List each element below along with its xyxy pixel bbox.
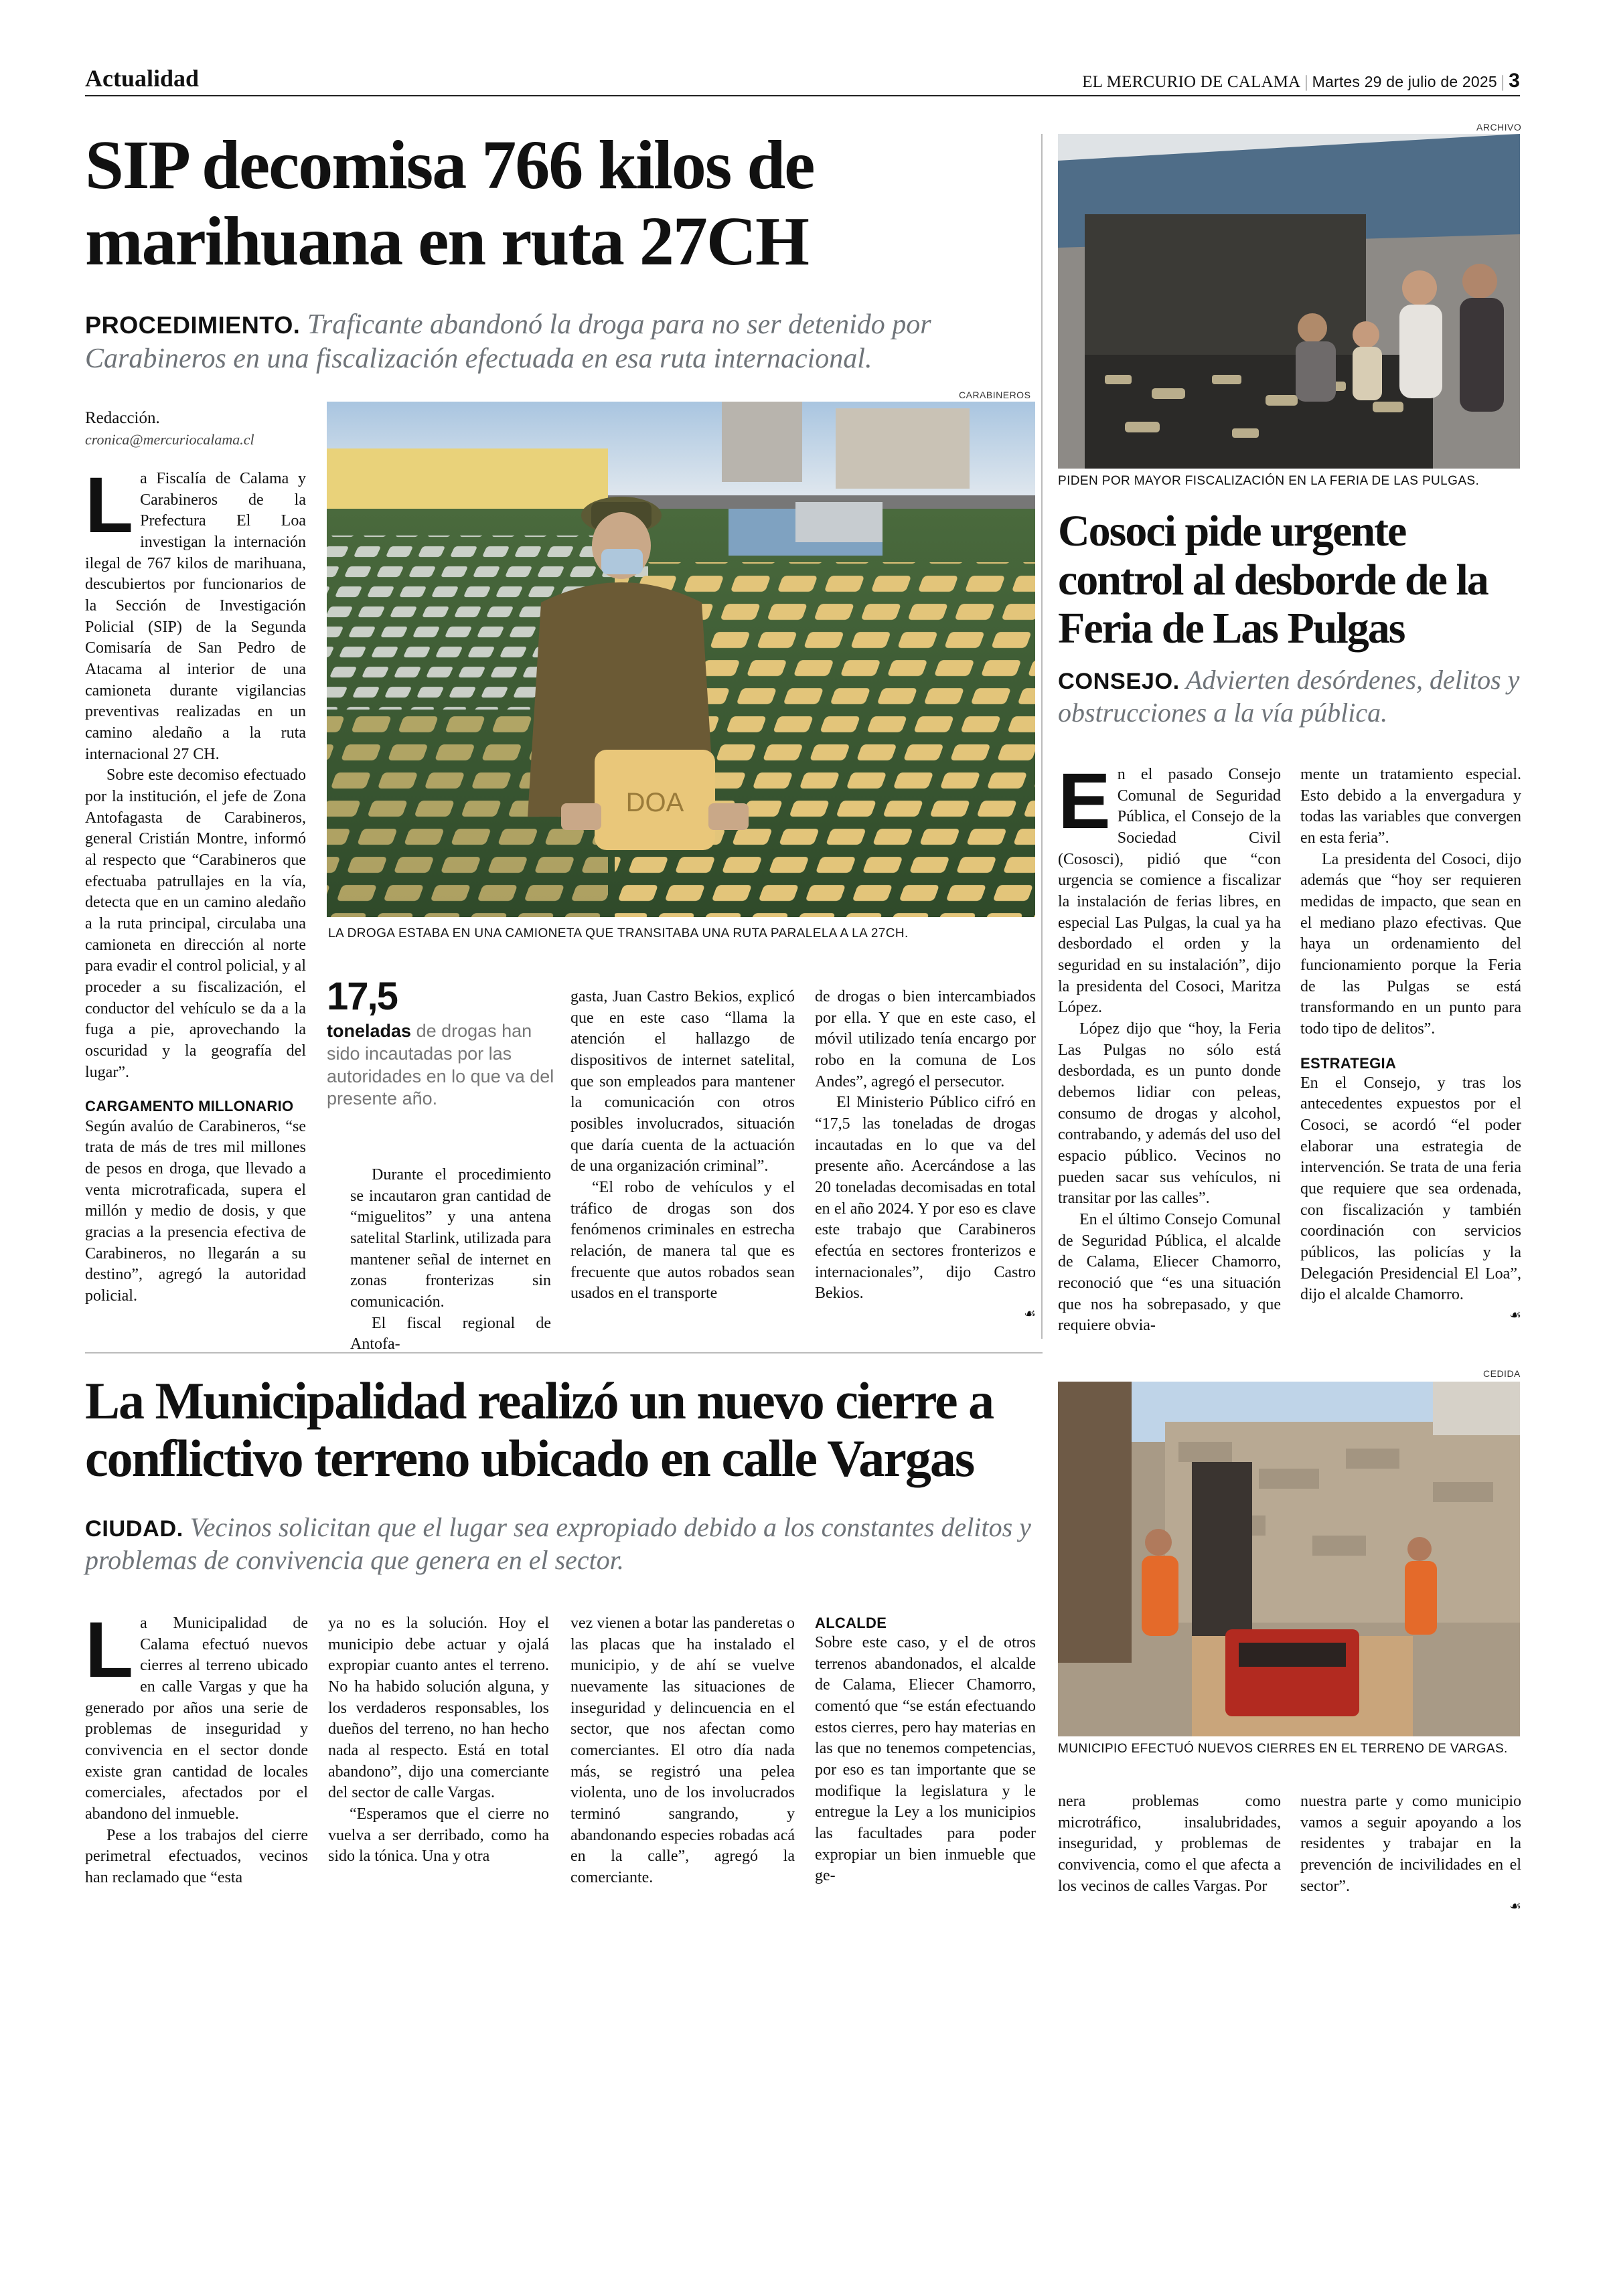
stat-callout [327, 977, 554, 1111]
paragraph [1058, 757, 1281, 1019]
paragraph [85, 461, 306, 765]
end-mark: ☙ [1509, 1898, 1521, 1914]
end-mark: ☙ [1509, 1307, 1521, 1323]
paragraph: En el último Consejo Comunal de Seguridad Pública, el alcalde de Calama, Eliecer Chamorro, reconoció que “es una situación que nos ha sobrepasado, y que requiere obvia- [1058, 1211, 1281, 1335]
flea-market-illustration [1058, 134, 1520, 469]
subhead: ALCALDE [815, 1615, 887, 1631]
photo-vargas-site [1058, 1382, 1520, 1736]
end-mark: ☙ [1024, 1305, 1036, 1322]
article-column [85, 461, 306, 1307]
paragraph: En el Consejo, y tras los antecedentes expuestos por el Cosoci, se acordó “el poder elaborar una estrategia de intervención. Se trata de una feria que requiere que sea ordenada, con fiscalización y también coordinación con servicios públicos, las policías y la Delegación Presidencial El Loa”, dijo el alcalde Chamorro. [1300, 1074, 1521, 1304]
kicker: CONSEJO. [1058, 669, 1180, 694]
article-column [1300, 1791, 1521, 1915]
deck-text: Advierten desórdenes, delitos y obstrucciones a la vía pública. [1058, 665, 1520, 728]
paragraph: vez vienen a botar las panderetas o las placas que ha instalado el municipio, y de ahí se vuelve nuevamente las situaciones de inseguridad y delincuencia en el sector, que nos afectan como comerciantes. El otro día nada más, se registró una pelea violenta, uno de los involucrados terminó sangrando, y abandonando especies robadas acá en la calle”, agregó la comerciante. [570, 1615, 795, 1887]
paragraph [85, 1606, 308, 1825]
paragraph-text: a Municipalidad de Calama efectuó nuevos cierres al terreno ubicado en calle Vargas y que ha generado por años una serie de problemas de inseguridad y convivencia en el sector donde existe gran cantidad de locales comerciales, afectados por el abandono del inmueble. [85, 1615, 308, 1823]
paragraph: Pese a los trabajos del cierre perimetral efectuados, vecinos han reclamado que “esta [85, 1826, 308, 1887]
drop-cap: E [1058, 757, 1111, 845]
deck-text: Vecinos solicitan que el lugar sea expropiado debido a los constantes delitos y problemas de convivencia que genera en el sector. [85, 1512, 1031, 1575]
kicker: CIUDAD. [85, 1516, 183, 1542]
paragraph: de drogas o bien intercambiados por ella. Y que en este caso, el móvil utilizado tenía encargo por robo en la comuna de Los Andes”, agregó el persecutor. [815, 988, 1036, 1090]
issue-date: Martes 29 de julio de 2025 [1312, 73, 1497, 90]
article-column [1058, 757, 1281, 1337]
article-column [350, 1165, 551, 1356]
paragraph: Según avalúo de Carabineros, “se trata de más de tres mil millones de pesos en droga, que llevado a venta microtraficada, supera el millón y medio de dosis, y que gracias a la presencia efectiva de Carabineros, no llegarán a su destino”, agregó la autoridad policial. [85, 1117, 306, 1305]
deck-municipalidad [85, 1511, 1056, 1577]
paragraph: nera problemas como microtráfico, insalubridades, inseguridad, y problemas de convivencia, como el que afecta a los vecinos de calles Vargas. Por [1058, 1793, 1281, 1895]
package-text: DOA [625, 788, 684, 817]
byline-name: Redacción. [85, 409, 160, 427]
section-divider [85, 1352, 1043, 1354]
photo-caption: PIDEN POR MAYOR FISCALIZACIÓN EN LA FERIA DE LAS PULGAS. [1058, 474, 1480, 488]
photo-credit: CEDIDA [1483, 1368, 1521, 1379]
masthead-separator: | [1304, 73, 1308, 91]
column-divider [1041, 134, 1043, 1339]
stat-number: 17,5 [327, 975, 397, 1018]
deck-cosoci [1058, 664, 1527, 730]
photo-flea-market [1058, 134, 1520, 469]
paragraph: Durante el procedimiento se incautaron gran cantidad de “miguelitos” y una antena satelital Starlink, utilizada para mantener señal de internet en zonas fronterizas sin comunicación. [350, 1166, 551, 1311]
paragraph: López dijo que “hoy, la Feria Las Pulgas no sólo está desbordada, es un punto donde debemos lidiar con peleas, consumo de drogas y alcohol, contrabando, y además del uso del espacio público. Vecinos no pueden sacar sus vehículos, ni transitar por las calles”. [1058, 1020, 1281, 1208]
paragraph: “Esperamos que el cierre no vuelva a ser derribado, como ha sido la tónica. Una y otra [328, 1805, 549, 1866]
paragraph: Sobre este caso, y el de otros terrenos abandonados, el alcalde de Calama, Eliecer Chamorro, comentó que “se están efectuando estos cierres, pero hay materias en las que no tenemos competencias, por eso es tan importante que se modifique la legislatura y le entregue la Ley a los municipios las facultades para poder expropiar un bien inmueble que ge- [815, 1634, 1036, 1885]
photo-caption: MUNICIPIO EFECTUÓ NUEVOS CIERRES EN EL TERRENO DE VARGAS. [1058, 1742, 1508, 1756]
byline-email[interactable]: cronica@mercuriocalama.cl [85, 430, 254, 448]
headline-sip: SIP decomisa 766 kilos de marihuana en ruta 27CH [85, 127, 814, 280]
kicker: PROCEDIMIENTO. [85, 311, 301, 339]
paragraph: nuestra parte y como municipio vamos a seguir apoyando a los residentes y trabajar en la prevención de incivilidades en el sector”. [1300, 1793, 1521, 1895]
newspaper-name: EL MERCURIO DE CALAMA [1082, 73, 1301, 91]
article-column [815, 987, 1036, 1322]
article-column [1300, 764, 1521, 1324]
article-column [815, 1613, 1036, 1887]
subhead: ESTRATEGIA [1300, 1054, 1397, 1072]
masthead-separator: | [1501, 73, 1505, 91]
photo-caption: LA DROGA ESTABA EN UNA CAMIONETA QUE TRANSITABA UNA RUTA PARALELA A LA 27CH. [328, 926, 909, 940]
paragraph: mente un tratamiento especial. Esto debido a la envergadura y todas las variables que convergen en esta feria”. [1300, 766, 1521, 847]
photo-drug-seizure [327, 402, 1035, 917]
stat-bold: toneladas [327, 1021, 412, 1041]
paragraph: gasta, Juan Castro Bekios, explicó que en este caso “llama la atención el hallazgo de dispositivos de internet satelital, que son empleados para mantener la comunicación con otros posibles involucrados, situación que daría cuenta de la actuación de una organización criminal”. [570, 988, 795, 1175]
masthead [1082, 70, 1520, 92]
section-label: Actualidad [85, 65, 200, 92]
photo-credit: ARCHIVO [1476, 122, 1522, 133]
deck-text: Traficante abandonó la droga para no ser detenido por Carabineros en una fiscalización efectuada en esa ruta internacional. [85, 309, 931, 375]
headline-cosoci: Cosoci pide urgente control al desborde de la Feria de Las Pulgas [1058, 507, 1488, 653]
article-column [570, 987, 795, 1305]
drop-cap: L [85, 1606, 134, 1694]
deck-sip [85, 308, 1009, 376]
paragraph: El fiscal regional de Antofa- [350, 1314, 551, 1354]
paragraph: La presidenta del Cosoci, dijo además que “hoy ser requieren medidas de impacto, que sean en el mediano plazo efectivas. Que haya un ordenamiento del funcionamiento porque la Feria de las Pulgas se está transformando en un punto para todo tipo de delitos”. [1300, 850, 1521, 1038]
paragraph: “El robo de vehículos y el tráfico de drogas son dos fenómenos criminales en estrecha relación, de manera tal que es frecuente que autos robados sean usados en el transporte [570, 1179, 795, 1303]
stat-text [327, 1020, 554, 1111]
drop-cap: L [85, 461, 134, 550]
paragraph-text: n el pasado Consejo Comunal de Seguridad Pública, el Consejo de la Sociedad Civil (Cososci), pidió que “con urgencia se comience a fiscalizar la instalación de ferias libres, en especial Las Pulgas, la cual ya ha desbordado el orden y la seguridad en su instalación”, dijo la presidenta del Cosoci, Maritza López. [1058, 766, 1281, 1017]
paragraph: El Ministerio Público cifró en “17,5 las toneladas de drogas incautadas en lo que va del presente año. Acercándose a las 20 toneladas decomisadas en total en el año 2024. Y por eso es clave este trabajo que Carabineros efectúa en sectores fronterizos e internacionales”, dijo Castro Bekios. [815, 1094, 1036, 1303]
article-column [1058, 1791, 1281, 1897]
vargas-site-illustration [1058, 1382, 1520, 1736]
headline-municipalidad: La Municipalidad realizó un nuevo cierre a conflictivo terreno ubicado en calle Vargas [85, 1372, 994, 1487]
stat-description: de drogas han sido incautadas por las autoridades en lo que va del presente año. [327, 1021, 554, 1109]
article-column [328, 1613, 549, 1868]
article-column [570, 1613, 795, 1889]
header-rule [85, 95, 1520, 96]
paragraph: Sobre este decomiso efectuado por la institución, el jefe de Zona Antofagasta de Carabineros, general Cristián Montre, informó al respecto que “Carabineros que efectuaba patrullajes en la vía, detecta que en un camino aledaño a la ruta principal, circulaba una camioneta en dirección al norte para evadir el control policial, y al proceder a su fiscalización, el conductor del vehículo se da a la fuga a pie, aprovechando la oscuridad y la geografía del lugar”. [85, 766, 306, 1081]
paragraph-text: a Fiscalía de Calama y Carabineros de la Prefectura El Loa investigan la internación ilegal de 767 kilos de marihuana, descubiertos por funcionarios de la Sección de Investigación Policial (SIP) de la Segunda Comisaría de San Pedro de Atacama al interior de una camioneta durante vigilancias preventivas realizadas en un camino aledaño a la ruta internacional 27 CH. [85, 470, 306, 763]
article-column [85, 1606, 308, 1889]
paragraph: ya no es la solución. Hoy el municipio debe actuar y ojalá expropiar cuanto antes el terreno. No ha habido solución alguna, y los verdaderos responsables, los dueños del terreno, no han hecho nada al respecto. Está en total abandono”, dijo una comerciante del sector de calle Vargas. [328, 1615, 549, 1802]
drug-seizure-illustration [327, 402, 1035, 917]
photo-credit: CARABINEROS [959, 390, 1031, 400]
byline [85, 407, 313, 449]
subhead: CARGAMENTO MILLONARIO [85, 1098, 294, 1115]
page-number: 3 [1509, 70, 1520, 92]
